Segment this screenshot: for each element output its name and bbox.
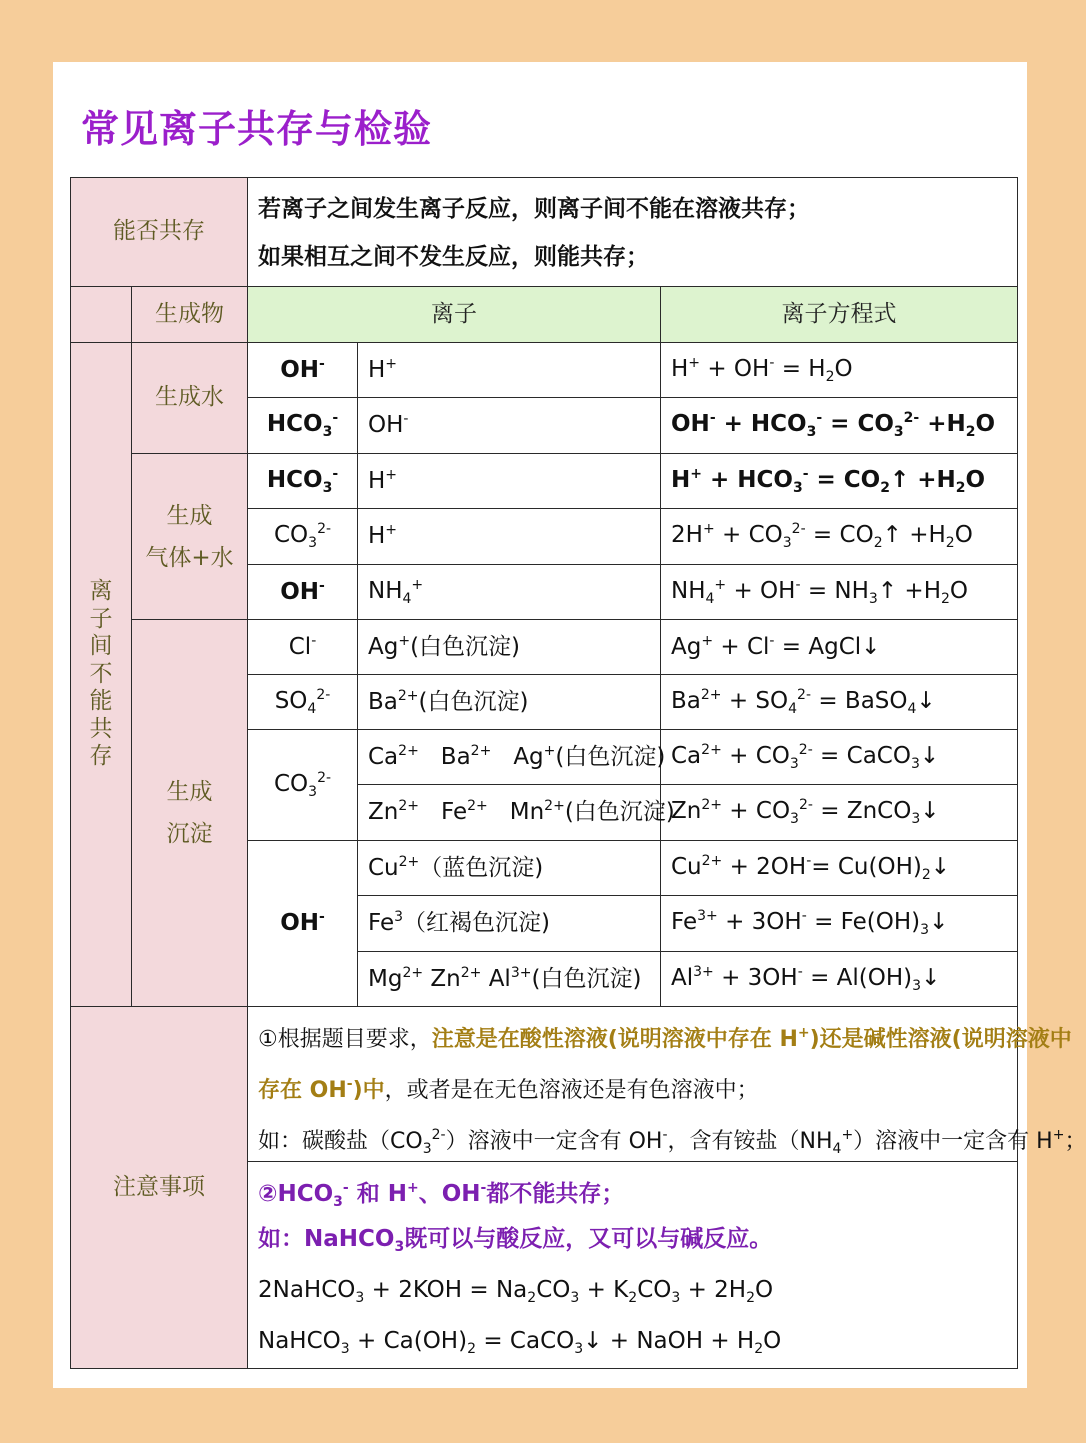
ion-cell: OH- [248, 565, 358, 620]
table-row [71, 454, 1018, 509]
counter-ion-cell: $Mg^{2+}$ $Zn^{2+}$ $Al^{3+}$(白色沉淀) [358, 952, 661, 1007]
counter-ion-cell: OH- [358, 398, 661, 454]
header-blank [71, 287, 132, 343]
equation-cell: $Zn^{2+} + CO_3^{2-}$ = ZnCO$_3$↓ [661, 785, 1018, 841]
equation-cell: $NH_4^+ + OH^-$ = $NH_3↑ +H_2O$ [661, 565, 1018, 620]
counter-ion-cell: $Ba^{2+}$(白色沉淀) [358, 675, 661, 730]
counter-ion-cell: H+ [358, 343, 661, 398]
group-precipitate: 生成 沉淀 [132, 620, 248, 1007]
counter-ion-cell: $Cu^{2+}$（蓝色沉淀) [358, 841, 661, 896]
equation-cell: $H^+ + HCO_3^-$ = $CO_2↑ +H_2O$ [661, 454, 1018, 509]
equation-cell: $H^+ + OH^- = H_2O$ [661, 343, 1018, 398]
counter-ion-cell: $NH_4^+$ [358, 565, 661, 620]
coexist-rule [248, 178, 1018, 287]
equation-cell: $Al^{3+} + 3OH^-$ = $Al(OH)_3↓$ [661, 952, 1018, 1007]
header-equation: 离子方程式 [661, 287, 1018, 343]
equation-cell: $Fe^{3+} + 3OH^-$ = $Fe(OH)_3↓$ [661, 896, 1018, 952]
equation-cell: $Ca^{2+} + CO_3^{2-}$ = CaCO$_3$↓ [661, 730, 1018, 785]
note-1: ①根据题目要求，注意是在酸性溶液(说明溶液中存在 H+)还是碱性溶液(说明溶液中 存在 OH-)中，或者是在无色溶液还是有色溶液中； 如：碳酸盐$(CO_3^{2-})$溶液中一定含有 OH-，含有铵盐$(NH_4^+)$溶液中一定含有 H+； [248, 1007, 1018, 1162]
counter-ion-cell: H+ [358, 454, 661, 509]
ion-cell: $CO_3^{2-}$ [248, 730, 358, 841]
notes-label: 注意事项 [71, 1007, 248, 1369]
table-row [71, 620, 1018, 675]
ion-cell: OH- [248, 343, 358, 398]
note-2: $②HCO_3^-$ 和 H+、OH-都不能共存； 如：NaHCO$_3$既可以与酸反应，又可以与碱反应。 2NaHCO$_3$ + $2KOH = Na_2CO_3 + K_2CO_3 + 2H_2O$ NaHCO$_3$ + $Ca(OH)_2$ = CaCO$_3$↓ + NaOH + $H_2O$ [248, 1162, 1018, 1369]
counter-ion-cell: Ag+(白色沉淀) [358, 620, 661, 675]
counter-ion-cell: H+ [358, 509, 661, 565]
ion-cell: $SO_4^{2-}$ [248, 675, 358, 730]
counter-ion-cell: $Zn^{2+}$ $Fe^{2+}$ $Mn^{2+}$(白色沉淀) [358, 785, 661, 841]
notes-row-1 [71, 1007, 1018, 1162]
ion-cell: Cl- [248, 620, 358, 675]
ion-cell: $CO_3^{2-}$ [248, 509, 358, 565]
equation-cell: $Ba^{2+} + SO_4^{2-}$ = BaSO$_4$↓ [661, 675, 1018, 730]
coexist-label: 能否共存 [71, 178, 248, 287]
ion-cell: $HCO_3^-$ [248, 398, 358, 454]
counter-ion-cell: $Ca^{2+}$ $Ba^{2+}$ Ag+(白色沉淀) [358, 730, 661, 785]
ion-cell: $HCO_3^-$ [248, 454, 358, 509]
equation-cell: $2H^+ + CO_3^{2-}$ = $CO_2↑ +H_2O$ [661, 509, 1018, 565]
page-title: 常见离子共存与检验 [81, 107, 433, 151]
coexist-row [71, 178, 1018, 287]
header-product: 生成物 [132, 287, 248, 343]
coexist-rule-1: 若离子之间发生离子反应，则离子间不能在溶液共存； [258, 196, 810, 222]
ion-cell: OH- [248, 841, 358, 1007]
table-header-row [71, 287, 1018, 343]
side-label: 离 子 间 不 能 共 存 [71, 343, 132, 1007]
group-water: 生成水 [132, 343, 248, 454]
equation-cell: $OH^- + HCO_3^- = CO_3^{2-} +H_2O$ [661, 398, 1018, 454]
ion-coexistence-table [70, 177, 1086, 1369]
table-row [71, 343, 1018, 398]
group-gas: 生成 气体+水 [132, 454, 248, 620]
counter-ion-cell: Fe$^3$（红褐色沉淀) [358, 896, 661, 952]
header-ion: 离子 [248, 287, 661, 343]
equation-cell: Ag+ + Cl- = AgCl↓ [661, 620, 1018, 675]
equation-cell: $Cu^{2+} + 2OH^-=$ $Cu(OH)_2↓$ [661, 841, 1018, 896]
coexist-rule-2: 如果相互之间不发生反应，则能共存； [258, 244, 649, 270]
